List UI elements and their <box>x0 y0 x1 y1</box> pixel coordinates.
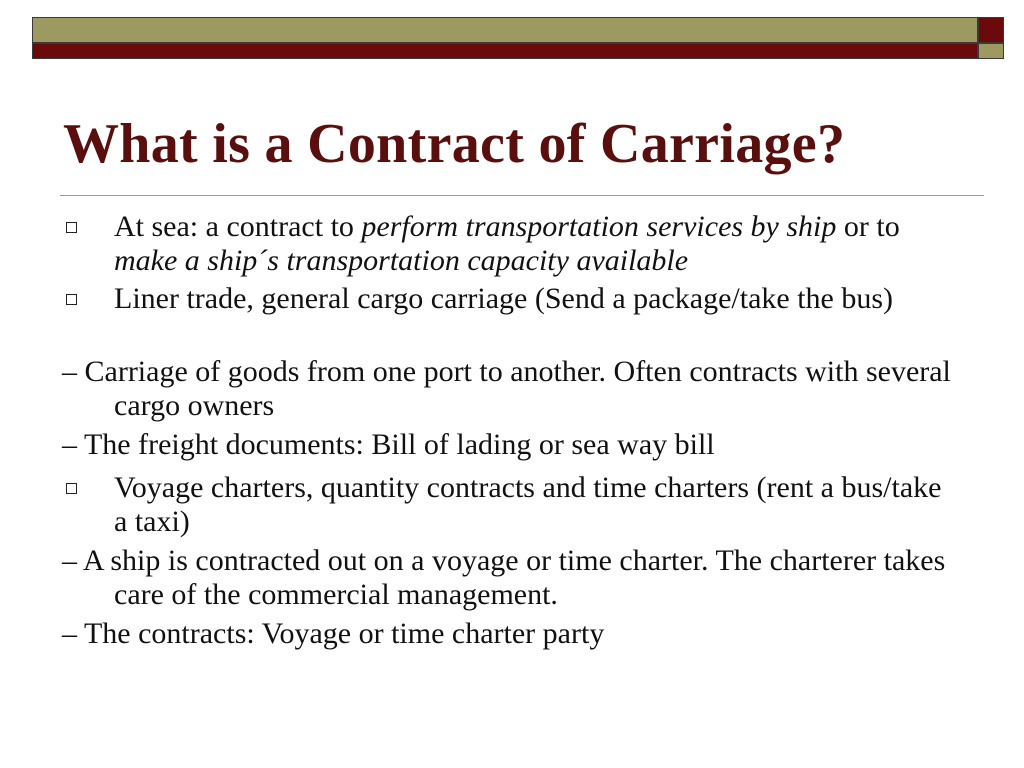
list-item-text: – A ship is contracted out on a voyage or time charter. The charterer takes care of the commercial management. <box>62 544 946 611</box>
header-bar-maroon <box>32 43 978 59</box>
list-item-dash <box>62 617 994 651</box>
list-item-dash <box>62 544 994 612</box>
list-item-text: – The freight documents: Bill of lading or sea way bill <box>62 428 715 461</box>
list-item-text: Liner trade, general cargo carriage (Send a package/take the bus) <box>114 282 894 315</box>
list-item <box>114 471 944 539</box>
list-item-text: – Carriage of goods from one port to another. Often contracts with several cargo owners <box>62 355 951 422</box>
hollow-square-bullet-icon <box>66 222 77 233</box>
header-square-olive <box>978 43 1004 59</box>
list-item-text: At sea: a contract to perform transportation services by ship or to make a ship´s transportation capacity available <box>114 210 900 277</box>
slide-title: What is a Contract of Carriage? <box>63 113 846 175</box>
list-item <box>114 210 944 278</box>
header-square-maroon <box>978 17 1004 43</box>
list-item-text: – The contracts: Voyage or time charter party <box>62 617 605 650</box>
hollow-square-bullet-icon <box>66 294 77 305</box>
list-item-text: Voyage charters, quantity contracts and time charters (rent a bus/take a taxi) <box>114 471 942 538</box>
title-divider <box>60 195 984 196</box>
header-bar-olive <box>32 17 978 43</box>
list-item-dash <box>62 355 994 423</box>
list-item <box>114 282 944 316</box>
list-item-dash <box>62 428 994 462</box>
hollow-square-bullet-icon <box>66 483 77 494</box>
